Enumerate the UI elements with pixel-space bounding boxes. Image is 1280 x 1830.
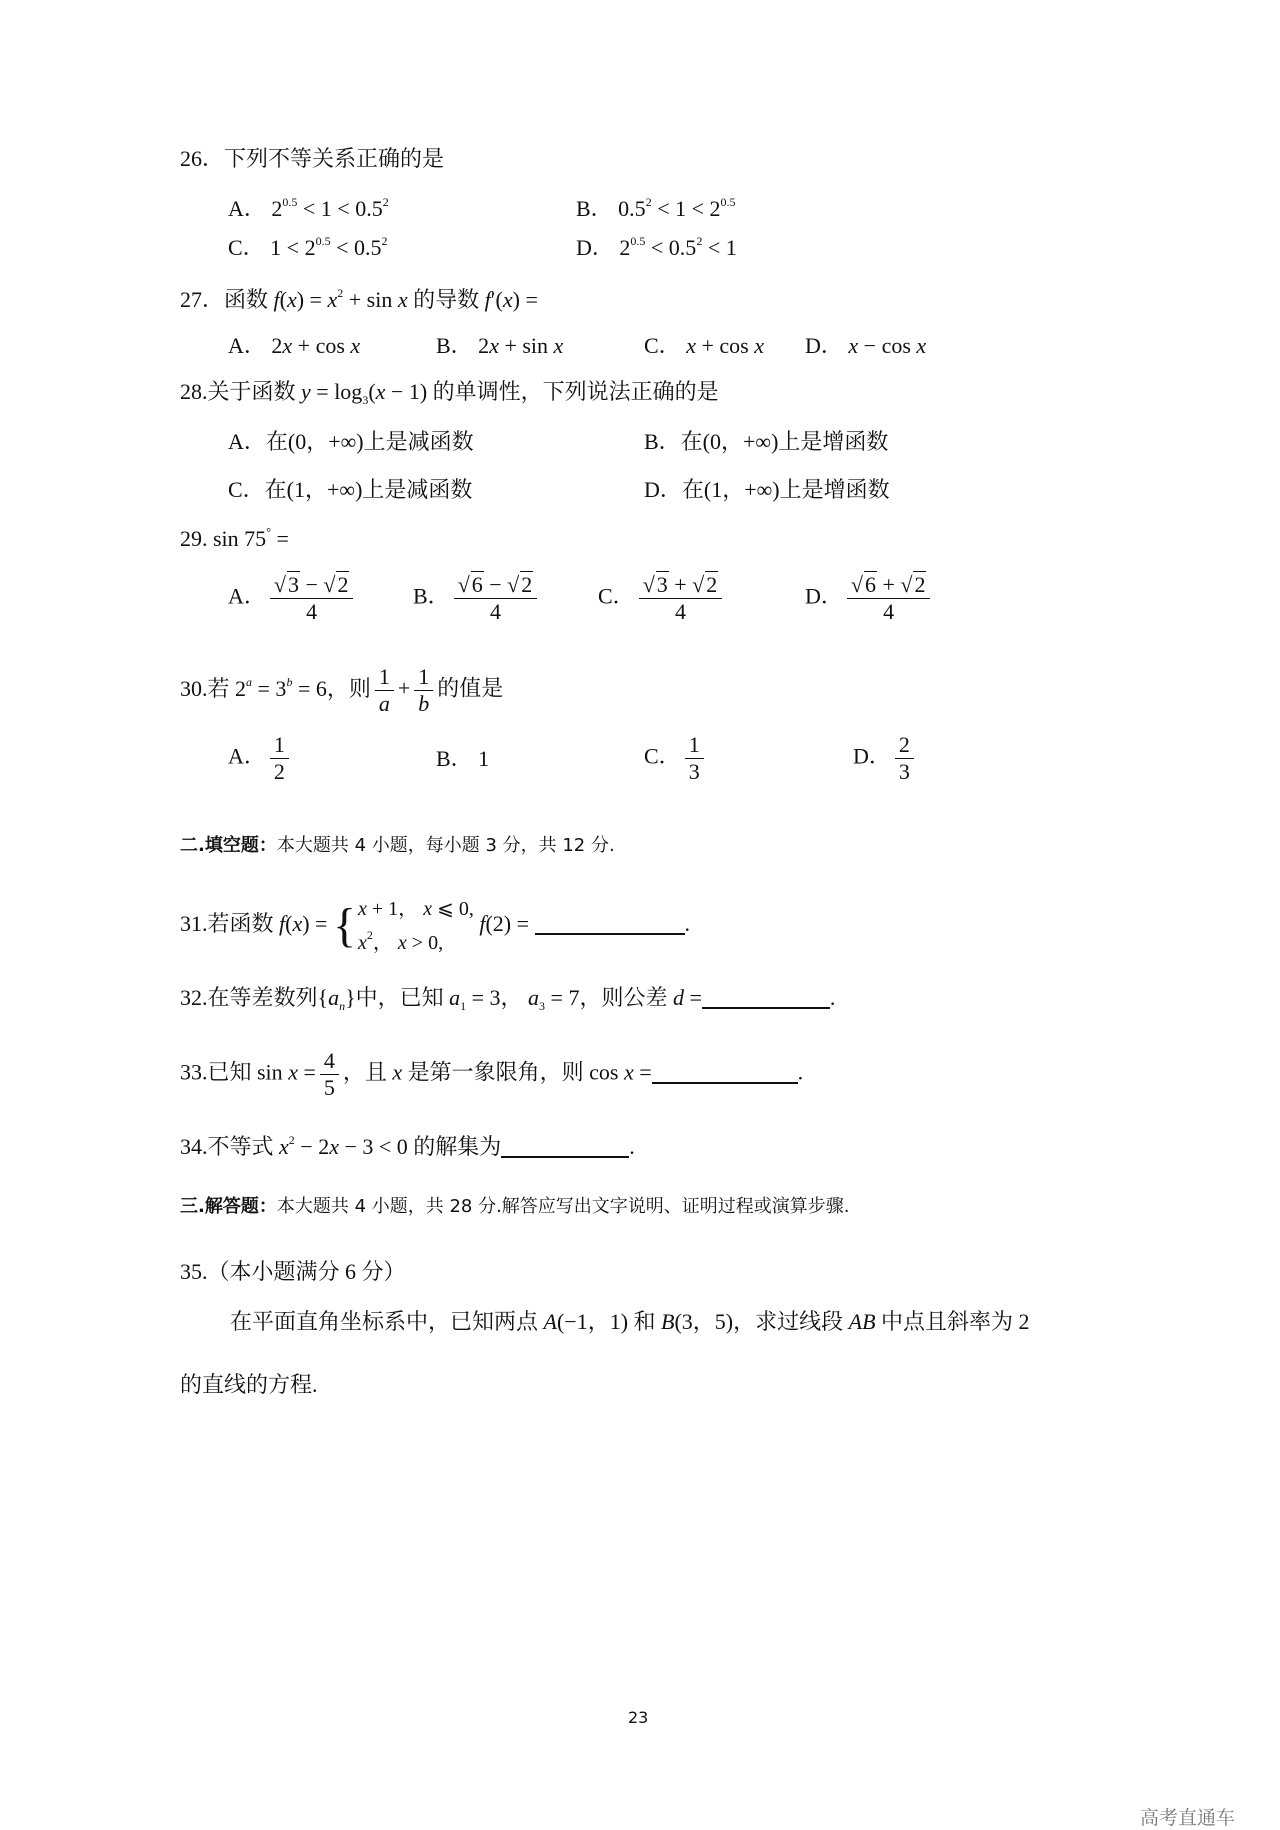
stem-text: 32.在等差数列$\{a_n\}$中，已知 $a_1 = 3$， $a_3 = 7$，则公差 d =: [180, 985, 702, 1013]
q28-option-b: B．在(0，+∞)上是增函数: [644, 429, 889, 454]
q29-stem: 29. sin 75° =: [180, 525, 289, 551]
denominator: 2: [273, 759, 285, 784]
denominator: 4: [883, 599, 895, 624]
numerator: √3 + √2: [639, 572, 723, 599]
denominator: 3: [898, 759, 910, 784]
option-label: C．: [644, 743, 681, 769]
case-2: $x^2$， x > 0,: [358, 928, 444, 954]
piecewise: [333, 896, 474, 956]
denominator: a: [378, 691, 390, 716]
period: .: [684, 911, 691, 937]
denominator: 4: [489, 599, 501, 624]
q26-option-d: D． $2^{0.5} < 0.5^2 < 1$: [576, 234, 737, 260]
q26-option-b: B． $0.5^2 < 1 < 2^{0.5}$: [576, 195, 736, 221]
stem-text: 33.已知 sin x =: [180, 1059, 316, 1085]
q28-option-c: C．在(1，+∞)上是减函数: [228, 477, 473, 502]
q35-line-2: 的直线的方程.: [180, 1372, 318, 1397]
q26-option-c: C． $1 < 2^{0.5} < 0.5^2$: [228, 234, 388, 260]
stem-text: 的值是: [437, 675, 504, 701]
stem-text: f(2) =: [479, 911, 530, 937]
brace-icon: {: [332, 899, 357, 952]
numerator: 1: [375, 664, 394, 691]
option-label: C．: [598, 583, 635, 609]
q26-option-a: A． $2^{0.5} < 1 < 0.5^2$: [228, 195, 389, 221]
stem-text: ，且 x 是第一象限角，则 cos x =: [342, 1059, 652, 1085]
denominator: 3: [688, 759, 700, 784]
section-2-heading: [180, 832, 615, 860]
question-31: [180, 896, 690, 956]
q35-stem: 35.（本小题满分 6 分）: [180, 1259, 406, 1284]
question-32: [180, 984, 835, 1020]
q27-option-d: D． x − cos x: [805, 333, 927, 358]
section-desc: 本大题共 4 小题，每小题 3 分，共 12 分.: [276, 835, 615, 856]
q27-option-b: B． 2x + sin x: [436, 333, 564, 358]
answer-blank[interactable]: [652, 1060, 798, 1084]
period: .: [629, 1134, 635, 1159]
q27-option-a: A． 2x + cos x: [228, 333, 361, 358]
q28-option-d: D．在(1，+∞)上是增函数: [644, 477, 890, 502]
q29-option-b: [413, 572, 541, 625]
numerator: 2: [895, 732, 914, 759]
stem-text: 34.不等式 $x^2 - 2x - 3 < 0$ 的解集为: [180, 1133, 502, 1159]
question-34: [180, 1126, 635, 1161]
watermark: 高考直通车: [1140, 1807, 1236, 1829]
q27-option-c: C． x + cos x: [644, 333, 764, 358]
answer-blank[interactable]: [535, 911, 685, 935]
option-label: D．: [805, 583, 843, 609]
option-label: D．: [853, 743, 891, 769]
answer-blank[interactable]: [501, 1134, 629, 1158]
stem-text: 30.若 $2^a = 3^b = 6$，则: [180, 674, 371, 701]
q30-option-c: [644, 732, 708, 785]
numerator: √3 − √2: [270, 572, 354, 599]
option-label: B．: [413, 583, 450, 609]
numerator: √6 + √2: [847, 572, 931, 599]
plus-sign: +: [397, 675, 411, 701]
section-desc: 本大题共 4 小题，共 28 分.解答应写出文字说明、证明过程或演算步骤.: [276, 1196, 850, 1217]
q30-option-b: B． 1: [436, 746, 490, 771]
q29-option-a: [228, 572, 357, 625]
period: .: [829, 985, 836, 1010]
q29-option-d: [805, 572, 934, 625]
q30-option-a: [228, 732, 293, 785]
denominator: b: [418, 691, 430, 716]
question-33: [180, 1048, 803, 1101]
numerator: 1: [270, 732, 289, 759]
q26-stem: 26．下列不等关系正确的是: [180, 146, 445, 171]
q35-line-1: 在平面直角坐标系中，已知两点 A(−1，1) 和 B(3，5)，求过线段 AB 中点且斜率为 2: [230, 1309, 1030, 1334]
q28-option-a: A．在(0，+∞)上是减函数: [228, 429, 474, 454]
answer-blank[interactable]: [702, 985, 830, 1009]
denominator: 4: [306, 599, 318, 624]
option-label: A．: [228, 743, 266, 769]
q27-stem: 27．函数 $f(x) = x^2 + \sin x$ 的导数 f′(x) =: [180, 286, 538, 312]
section-title: 二.填空题：: [180, 835, 277, 856]
period: .: [797, 1059, 804, 1085]
denominator: 5: [323, 1075, 335, 1100]
section-title: 三.解答题：: [180, 1196, 277, 1217]
q28-stem: 28.关于函数 $y = \log_3(x - 1)$ 的单调性，下列说法正确的是: [180, 379, 719, 407]
q29-option-c: [598, 572, 726, 625]
stem-text: 31.若函数 f(x) =: [180, 911, 328, 937]
denominator: 4: [674, 599, 686, 624]
numerator: 1: [414, 664, 433, 691]
q30-option-d: [853, 732, 918, 785]
option-label: A．: [228, 583, 266, 609]
section-3-heading: [180, 1193, 850, 1221]
numerator: 4: [320, 1048, 339, 1075]
numerator: √6 − √2: [454, 572, 538, 599]
page-number: 23: [628, 1708, 649, 1727]
q30-stem: [180, 664, 503, 717]
numerator: 1: [685, 732, 704, 759]
case-1: x + 1， x ⩽ 0,: [358, 898, 474, 920]
